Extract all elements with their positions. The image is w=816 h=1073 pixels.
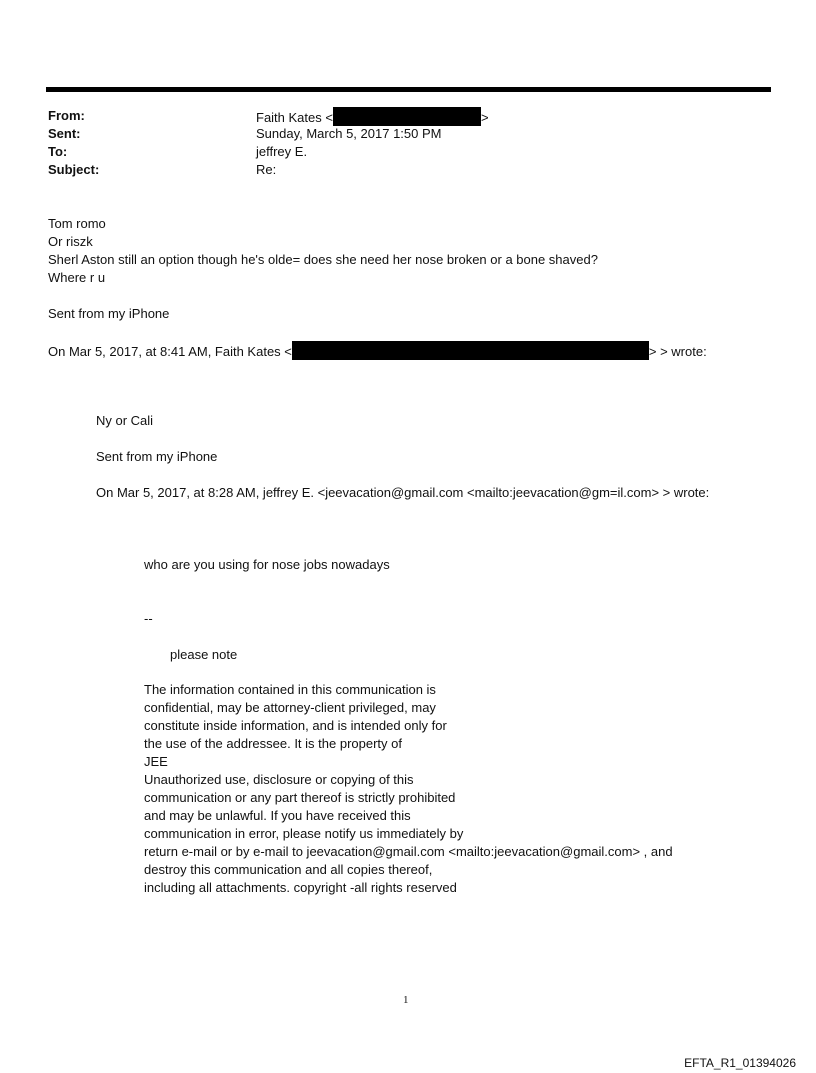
- disclaimer-line: constitute inside information, and is intended only for: [144, 718, 447, 733]
- sent-label: Sent:: [48, 126, 81, 141]
- reply-line: Where r u: [48, 270, 106, 285]
- sent-value: Sunday, March 5, 2017 1:50 PM: [256, 126, 442, 141]
- redaction-box: [292, 341, 649, 360]
- subject-label: Subject:: [48, 162, 100, 177]
- header-rule: [46, 87, 771, 92]
- disclaimer-line: return e-mail or by e-mail to jeevacation@gmail.com <mailto:jeevacation@gmail.com> , and: [144, 844, 673, 859]
- disclaimer-line: confidential, may be attorney-client privileged, may: [144, 700, 436, 715]
- quote-intro-2: On Mar 5, 2017, at 8:28 AM, jeffrey E. <jeevacation@gmail.com <mailto:jeevacation@gm=il.com> > wrote:: [96, 485, 710, 500]
- disclaimer-line: destroy this communication and all copies thereof,: [144, 862, 433, 877]
- redaction-box: [333, 107, 481, 126]
- from-label: From:: [48, 108, 85, 123]
- quoted-original-body: who are you using for nose jobs nowadays: [144, 557, 390, 572]
- reply-line: Tom romo: [48, 216, 106, 231]
- document-id: EFTA_R1_01394026: [684, 1056, 796, 1070]
- subject-value: Re:: [256, 162, 277, 177]
- quoted-signature: Sent from my iPhone: [96, 449, 218, 464]
- note-heading: please note: [170, 647, 238, 662]
- disclaimer-line: Unauthorized use, disclosure or copying of this: [144, 772, 414, 787]
- quoted-body: Ny or Cali: [96, 413, 154, 428]
- signature-separator: --: [144, 611, 153, 626]
- disclaimer-line: communication in error, please notify us immediately by: [144, 826, 464, 841]
- reply-line: Or riszk: [48, 234, 93, 249]
- disclaimer-line: communication or any part thereof is strictly prohibited: [144, 790, 456, 805]
- from-name: Faith Kates <: [256, 110, 333, 125]
- page-number: 1: [403, 994, 409, 1006]
- disclaimer-line: including all attachments. copyright -all rights reserved: [144, 880, 457, 895]
- disclaimer-line: The information contained in this communication is: [144, 682, 436, 697]
- reply-signature: Sent from my iPhone: [48, 306, 170, 321]
- disclaimer-line: and may be unlawful. If you have received this: [144, 808, 411, 823]
- quote-intro-prefix: On Mar 5, 2017, at 8:41 AM, Faith Kates <: [48, 344, 292, 359]
- quote-intro-1: [48, 341, 707, 361]
- from-value: [256, 107, 489, 127]
- from-value-tail: >: [480, 110, 489, 125]
- to-value: jeffrey E.: [256, 144, 308, 159]
- reply-line: Sherl Aston still an option though he's olde= does she need her nose broken or a bone shaved?: [48, 252, 598, 267]
- quote-intro-suffix: > > wrote:: [648, 344, 707, 359]
- to-label: To:: [48, 144, 68, 159]
- disclaimer-line: the use of the addressee. It is the property of: [144, 736, 402, 751]
- disclaimer-line: JEE: [144, 754, 168, 769]
